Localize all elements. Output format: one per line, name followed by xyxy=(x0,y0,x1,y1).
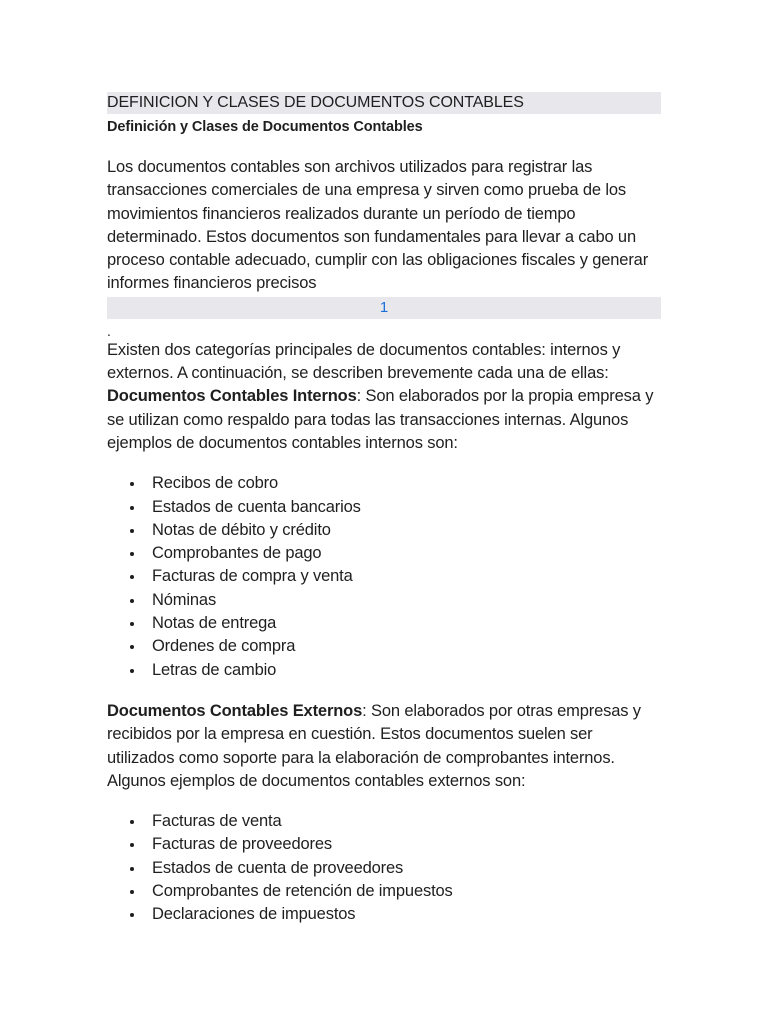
list-item: Nóminas xyxy=(107,589,661,612)
list-item: Estados de cuenta bancarios xyxy=(107,496,661,519)
external-list xyxy=(107,810,661,926)
external-paragraph xyxy=(107,700,661,793)
list-item: Estados de cuenta de proveedores xyxy=(107,857,661,880)
external-text: : Son elaborados por otras empresas y recibidos por la empresa en cuestión. Estos documentos suelen ser utilizados como soporte para la elaboración de comprobantes internos. Algunos ejemplos de documentos contables externos son: xyxy=(107,701,641,790)
document-content xyxy=(107,92,661,927)
list-item: Notas de entrega xyxy=(107,612,661,635)
internal-paragraph xyxy=(107,385,661,455)
page-number-bar xyxy=(107,297,661,319)
document-subtitle: Definición y Clases de Documentos Contables xyxy=(107,119,423,135)
list-item: Declaraciones de impuestos xyxy=(107,903,661,926)
list-item: Facturas de venta xyxy=(107,810,661,833)
intro-paragraph: Los documentos contables son archivos utilizados para registrar las transacciones comerciales de una empresa y sirven como prueba de los movimientos financieros realizados durante un período de tiempo determinado. Estos documentos son fundamentales para llevar a cabo un proceso contable adecuado, cumplir con las obligaciones fiscales y generar informes financieros precisos xyxy=(107,158,649,293)
list-item: Comprobantes de retención de impuestos xyxy=(107,880,661,903)
dot-separator: . xyxy=(107,322,111,339)
list-item: Facturas de compra y venta xyxy=(107,565,661,588)
external-term: Documentos Contables Externos xyxy=(107,701,363,720)
page-number-link[interactable]: 1 xyxy=(379,298,389,316)
list-item: Recibos de cobro xyxy=(107,472,661,495)
categories-paragraph: Existen dos categorías principales de documentos contables: internos y externos. A continuación, se describen brevemente cada una de ellas: xyxy=(107,340,621,383)
list-item: Letras de cambio xyxy=(107,659,661,682)
internal-text: : Son elaborados por la propia empresa y se utilizan como respaldo para todas las transacciones internas. Algunos ejemplos de documentos contables internos son: xyxy=(107,387,654,452)
list-item: Comprobantes de pago xyxy=(107,542,661,565)
internal-term: Documentos Contables Internos xyxy=(107,387,357,406)
list-item: Facturas de proveedores xyxy=(107,833,661,856)
list-item: Notas de débito y crédito xyxy=(107,519,661,542)
internal-list xyxy=(107,472,661,682)
list-item: Ordenes de compra xyxy=(107,635,661,658)
document-header: DEFINICION Y CLASES DE DOCUMENTOS CONTABLES xyxy=(107,92,661,114)
